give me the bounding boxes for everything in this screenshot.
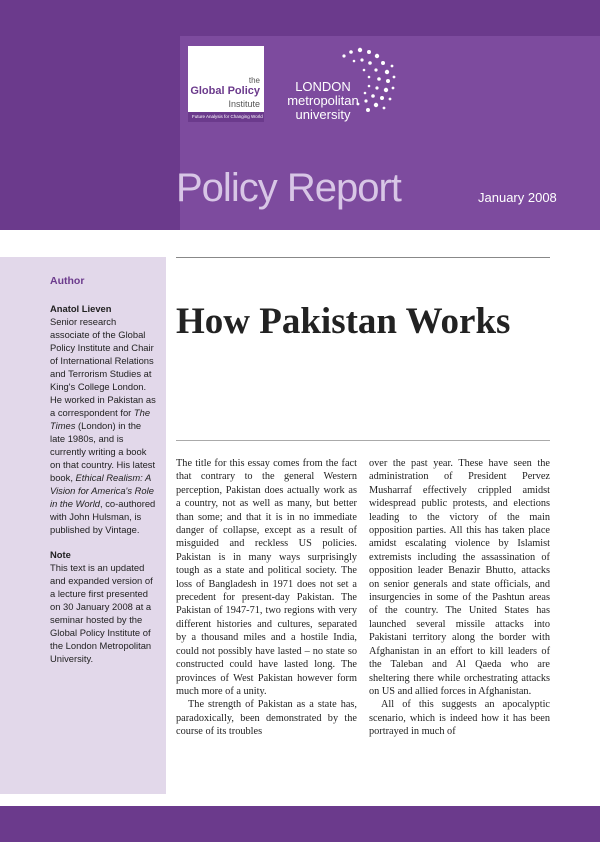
author-bio-part-1: Senior research associate of the Global Policy Institute and Chair of International Relations and Terrorism Studies at King's College London. He worked in Pakistan as a correspondent for [50, 316, 156, 418]
right-paragraph-2: All of this suggests an apocalyptic scenario, which is indeed how it has been portrayed in much of [369, 699, 550, 738]
article-column-right [369, 457, 550, 739]
left-paragraph-2: The strength of Pakistan as a state has, paradoxically, been demonstrated by the course of its troubles [176, 699, 357, 738]
top-divider [176, 257, 550, 258]
note-text: This text is an updated and expanded version of a lecture first presented on 30 January 2008 at a seminar hosted by the Global Policy Institute of the London Metropolitan University. [50, 562, 153, 664]
author-bio-part-3: , co-authored with John Hulsman, is published by Vintage. [50, 498, 156, 535]
gpi-logo-strapline: Future Analysis for Changing World [188, 112, 264, 122]
gpi-logo-institute: Institute [228, 99, 260, 109]
lmu-logo-line-1: LONDON [295, 79, 351, 94]
report-date: January 2008 [478, 190, 557, 205]
author-bio-newspaper: The Times [50, 407, 151, 431]
title-divider [176, 440, 550, 441]
author-bio-book-title: Ethical Realism: A Vision for America's Role in the World [50, 472, 154, 509]
footer-band [0, 806, 600, 842]
note-heading: Note [50, 549, 71, 560]
article-title: How Pakistan Works [176, 301, 511, 342]
gpi-logo-name: Global Policy [190, 85, 260, 97]
author-bio [50, 315, 156, 536]
author-heading: Author [50, 275, 85, 287]
article-column-left [176, 457, 357, 739]
left-paragraph-1: The title for this essay comes from the fact that contrary to the general Western perception, Pakistan does actually work as a country, not as well as many, but better than some; and that it is in no immediate danger of collapse, except as a result of misguided and reckless US policies. Pakistan is in many ways surprisingly tough as a state and political society. The loss of Bangladesh in 1971 does not set a precedent for present-day Pakistan. The Pakistan of 1947-71, two regions with very different histories and cultures, separated by a thousand miles and a hostile India, could not possibly have lasted – no state so constructed could have lasted long. The provinces of West Pakistan however form much more of a unity. [176, 458, 357, 697]
right-paragraph-1: over the past year. These have seen the administration of President Pervez Musharraf effectively crippled amidst widespread public protests, and elections leading to the victory of the main opposition parties. All this has taken place amidst escalating violence by Islamist extremists including the assassination of opposition leader Benazir Bhutto, attacks on senior generals and state officials, and insurgencies in some of the Pashtun areas of the country. The United States has launched several missile attacks into Pakistani territory along the border with Afghanistan in an effort to kill leaders of the Taleban and Al Qaeda who are sheltering there while orchestrating attacks on US and allied forces in Afghanistan. [369, 458, 550, 697]
report-type-title: Policy Report [176, 166, 401, 210]
gpi-logo-the: the [248, 76, 260, 85]
author-bio-part-2: (London) in the late 1980s, and is currently writing a book on that country. His latest book, [50, 420, 156, 483]
lmu-logo-line-2: metropolitan [287, 93, 359, 108]
author-sidebar [0, 257, 166, 794]
global-policy-institute-logo [188, 46, 264, 122]
author-name: Anatol Lieven [50, 303, 112, 314]
london-metropolitan-university-logo [278, 80, 368, 122]
lmu-logo-line-3: university [295, 107, 351, 122]
